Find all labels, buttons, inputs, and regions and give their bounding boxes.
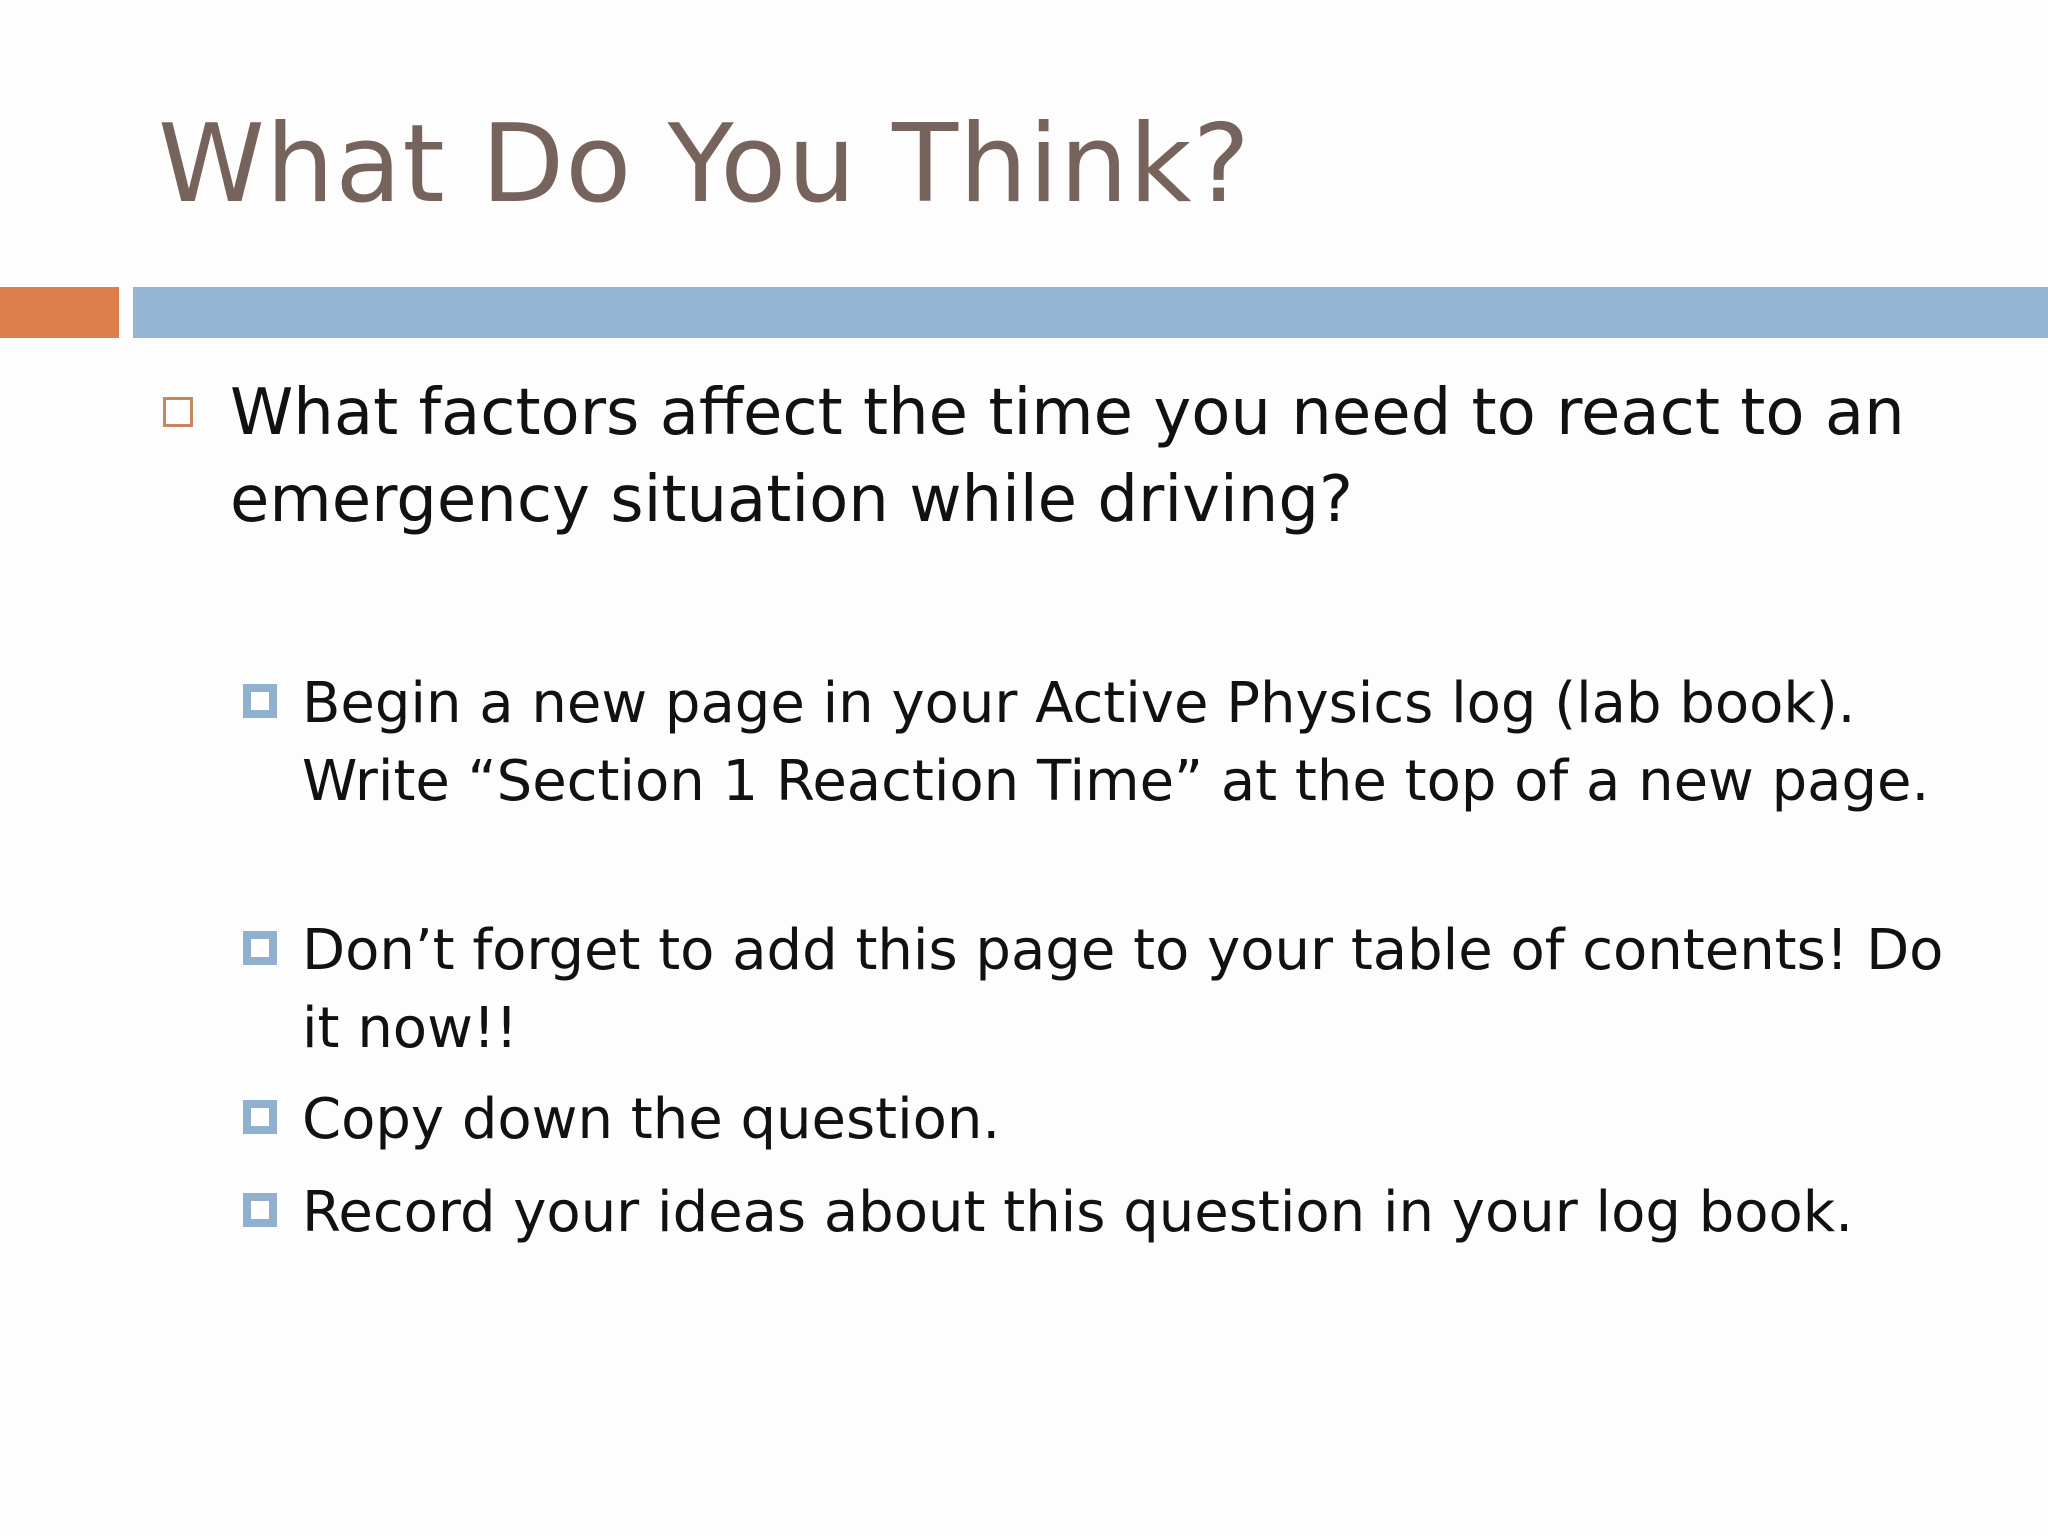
title-divider-bar	[133, 287, 2048, 338]
main-bullet-text: What factors affect the time you need to react to an emergency situation while driving?	[230, 376, 1905, 537]
filled-square-icon	[243, 1193, 277, 1227]
slide-title: What Do You Think?	[158, 102, 1251, 227]
filled-square-icon	[243, 931, 277, 965]
filled-square-icon	[243, 684, 277, 718]
accent-bar	[0, 287, 119, 338]
hollow-square-icon	[163, 397, 193, 427]
sub-bullet-text: Begin a new page in your Active Physics log (lab book). Write “Section 1 Reaction Time” at the top of a new page.	[302, 671, 1930, 814]
sub-bullet-text: Record your ideas about this question in your log book.	[302, 1180, 1853, 1245]
filled-square-icon	[243, 1100, 277, 1134]
sub-bullet-text: Don’t forget to add this page to your table of contents! Do it now!!	[302, 918, 1944, 1061]
sub-bullet-text: Copy down the question.	[302, 1087, 1001, 1152]
